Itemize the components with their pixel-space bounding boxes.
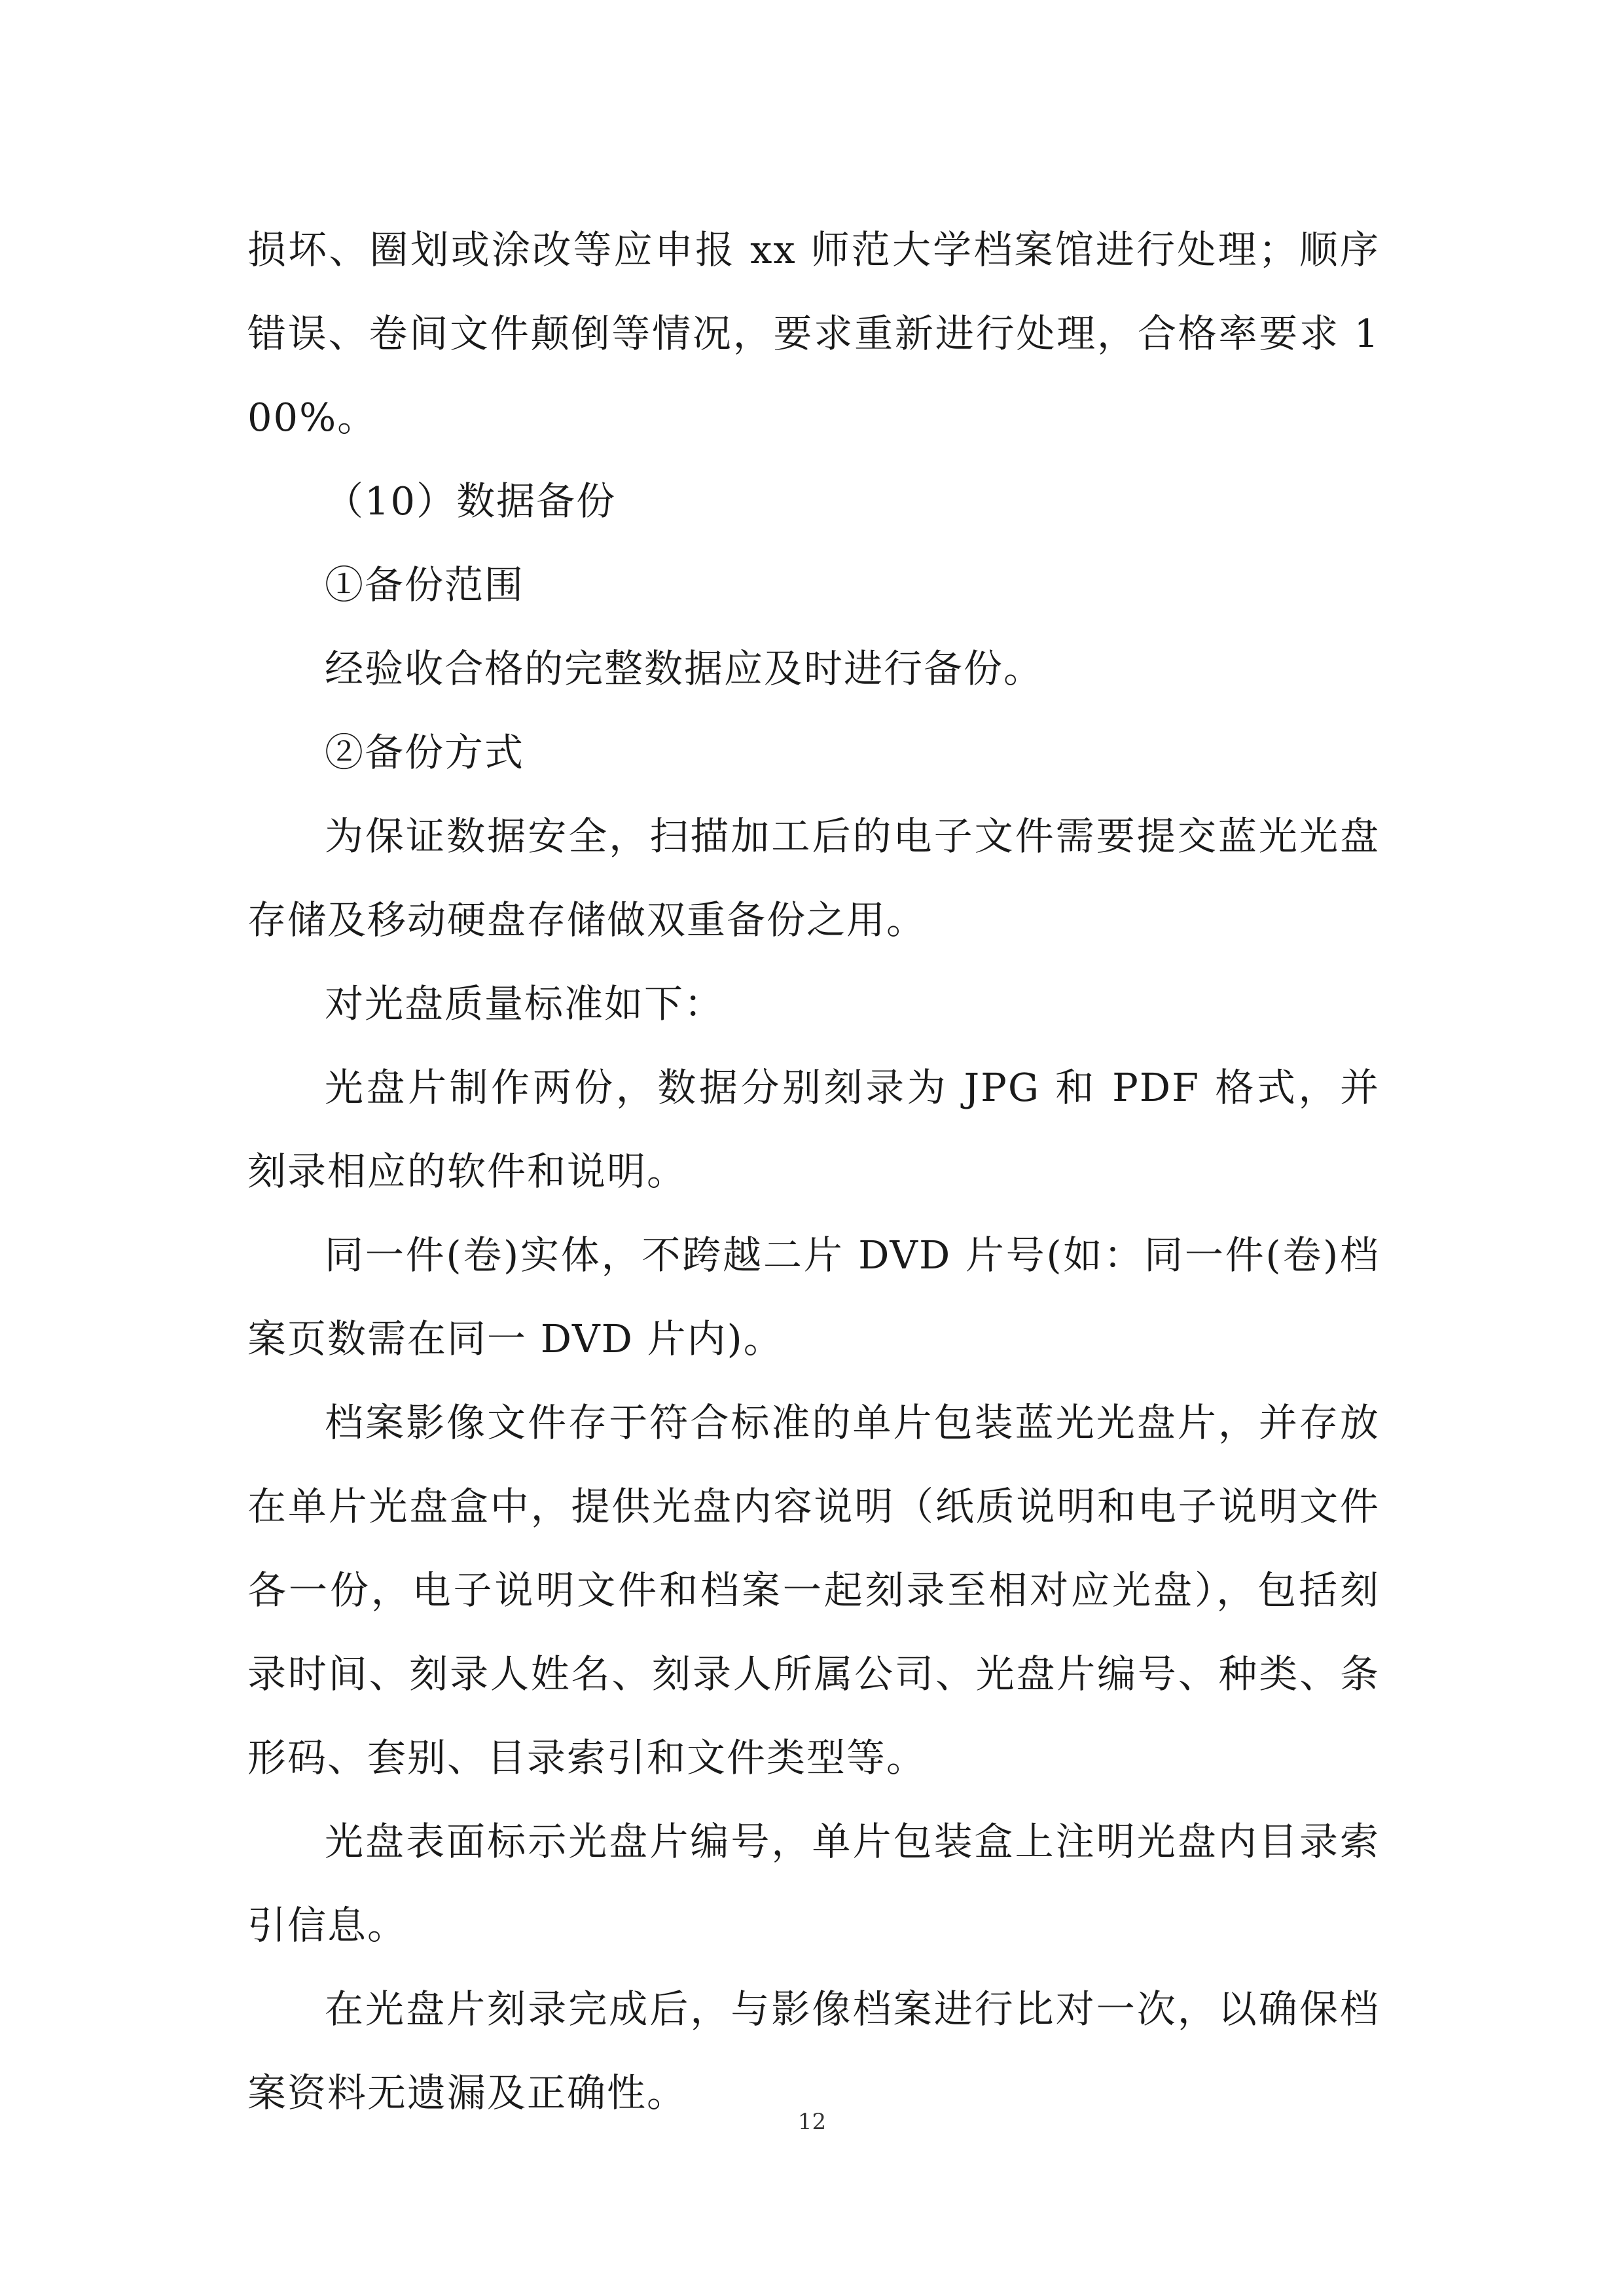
paragraph-disc-copies: 光盘片制作两份，数据分别刻录为 JPG 和 PDF 格式，并刻录相应的软件和说明。 xyxy=(247,1065,1380,1194)
subheading-backup-scope: ①备份范围 xyxy=(325,562,525,607)
paragraph-disc-standards-intro: 对光盘质量标准如下： xyxy=(325,981,725,1026)
paragraph-disc-labeling: 光盘表面标示光盘片编号，单片包装盒上注明光盘内目录索引信息。 xyxy=(247,1819,1380,1948)
paragraph-damage-handling: 损坏、圈划或涂改等应申报 xx 师范大学档案馆进行处理；顺序错误、卷间文件颠倒等情况，要求重新进行处理，合格率要求 100%。 xyxy=(247,227,1380,440)
paragraph-disc-verification: 在光盘片刻录完成后，与影像档案进行比对一次，以确保档案资料无遗漏及正确性。 xyxy=(247,1986,1380,2115)
paragraph-disc-packaging: 档案影像文件存于符合标准的单片包装蓝光光盘片，并存放在单片光盘盒中，提供光盘内容说明（纸质说明和电子说明文件各一份，电子说明文件和档案一起刻录至相对应光盘），包括刻录时间、刻录人姓名、刻录人所属公司、光盘片编号、种类、条形码、套别、目录索引和文件类型等。 xyxy=(247,1400,1380,1780)
paragraph-backup-scope: 经验收合格的完整数据应及时进行备份。 xyxy=(325,646,1044,691)
subheading-backup-method: ②备份方式 xyxy=(325,730,525,775)
paragraph-backup-method: 为保证数据安全，扫描加工后的电子文件需要提交蓝光光盘存储及移动硬盘存储做双重备份之用。 xyxy=(247,814,1380,942)
section-heading-data-backup: （10）数据备份 xyxy=(325,478,617,524)
paragraph-single-volume-rule: 同一件(卷)实体，不跨越二片 DVD 片号(如：同一件(卷)档案页数需在同一 DVD 片内)。 xyxy=(247,1232,1380,1361)
document-body xyxy=(247,208,1380,2135)
page-number: 12 xyxy=(797,2109,827,2135)
